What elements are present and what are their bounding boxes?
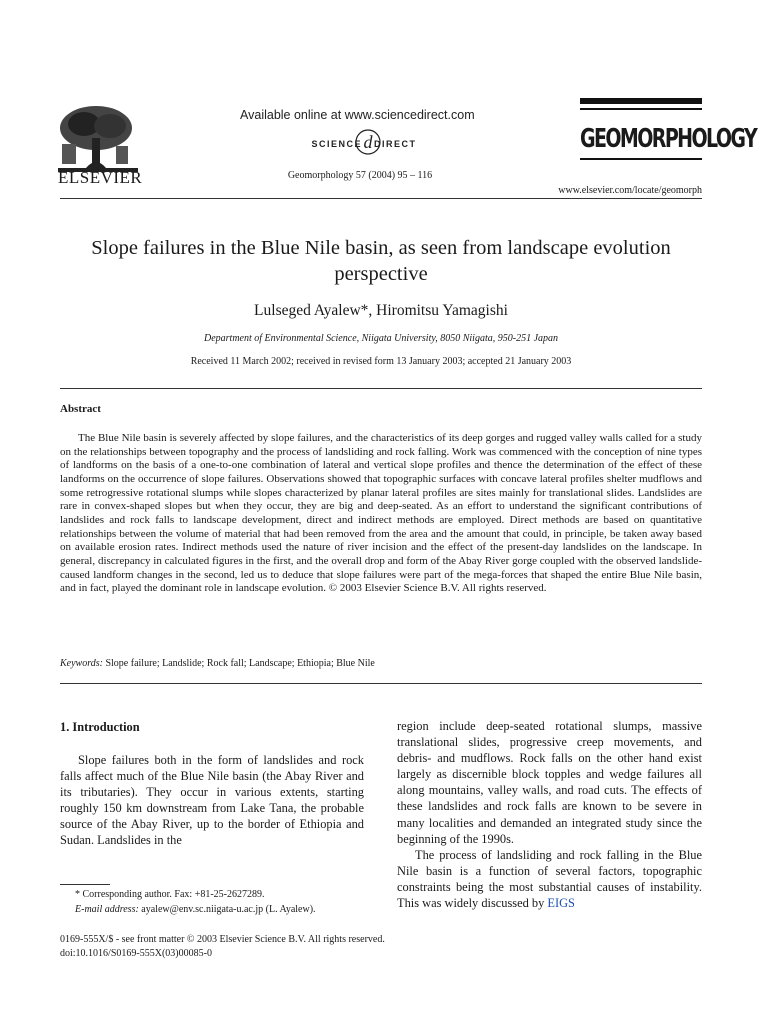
reference-link[interactable]: EIGS <box>547 896 575 911</box>
journal-masthead-bar <box>580 98 702 104</box>
svg-text:d: d <box>363 132 373 152</box>
journal-url-link[interactable]: www.elsevier.com/locate/geomorph <box>558 185 702 196</box>
journal-masthead-bar <box>580 108 702 110</box>
doi-line[interactable]: doi:10.1016/S0169-555X(03)00085-0 <box>60 948 212 959</box>
journal-citation: Geomorphology 57 (2004) 95 – 116 <box>287 170 433 181</box>
email-footnote <box>75 904 316 915</box>
publisher-name: ELSEVIER <box>58 168 143 187</box>
footnote-divider <box>60 884 110 885</box>
available-online-banner: Available online at www.sciencedirect.com <box>240 108 475 122</box>
header-divider <box>60 198 702 199</box>
keywords-label: Keywords: <box>60 658 103 669</box>
sciencedirect-logo-right: DIRECT <box>374 139 417 149</box>
abstract-text: The Blue Nile basin is severely affected by slope failures, and the characteristics of its deep gorges and rugged valley walls called for a study on the relationships between topography and the process of landsliding and rock falling. Work was commenced with the conception of nine types of landforms on the basis of a one-to-one combination of lateral and vertical slope profiles and thence the determination of the effect of these landforms on the occurrence of slope failures. Observations showed that topographic surfaces with concave lateral profiles shelter mudflows and some retrogressive rotational slumps while slopes characterized by planar lateral profiles are sites mainly for translational slides. Landslides are rare in convex-shaped slopes but when they occur, they are big and deep-seated. As an effort to understand the significant contributions of landslides and rock falls to landscape development, direct and indirect methods are employed. Direct methods are based on quantitative relationships between the volume of material that had been removed from the area and the amount that could, in principle, be taken away based on available erosion rates. Indirect methods used the nature of river incision and the effect of the present-day landslides on the landscape. In general, discrepancy in calculated figures in the first, and the overall drop and form of the Abay River gorge coupled with the observed landslide-caused landform changes in the second, led us to deduce that slope failures were part of the mega-forces that shaped the entire Blue Nile basin, and in fact, played the dominant role in landscape evolution. © 2003 Elsevier Science B.V. All rights reserved. <box>60 432 702 595</box>
journal-masthead-bar <box>580 158 702 160</box>
keywords <box>60 658 702 669</box>
received-dates: Received 11 March 2002; received in revised form 13 January 2003; accepted 21 January 2003 <box>190 356 572 367</box>
body-paragraph <box>397 847 702 911</box>
article-authors: Lulseged Ayalew*, Hiromitsu Yamagishi <box>254 302 508 319</box>
body-paragraph: Slope failures both in the form of landslides and rock falls affect much of the Blue Nile basin (the Abay River and its tributaries). They occur in various extents, starting roughly 150 km downstream from Lake Tana, the probable source of the Abay River, up to the border of Ethiopia and Sudan. Landslides in the <box>60 753 364 848</box>
section-heading: 1. Introduction <box>60 720 140 734</box>
keywords-list: Slope failure; Landslide; Rock fall; Landscape; Ethiopia; Blue Nile <box>105 658 375 669</box>
email-address[interactable]: ayalew@env.sc.niigata-u.ac.jp (L. Ayalew). <box>141 904 316 915</box>
body-paragraph-text: The process of landsliding and rock falling in the Blue Nile basin is a function of several factors, topographic constraints being the most substantial causes of instability. This was widely discussed by <box>397 847 702 911</box>
corresponding-author-footnote: * Corresponding author. Fax: +81-25-2627289. <box>75 889 265 900</box>
journal-name: GEOMORPHOLOGY <box>580 124 757 154</box>
abstract-divider <box>60 683 702 684</box>
article-title: Slope failures in the Blue Nile basin, as seen from landscape evolution perspective <box>91 237 671 285</box>
author-affiliation: Department of Environmental Science, Niigata University, 8050 Niigata, 950-251 Japan <box>203 333 559 344</box>
sciencedirect-logo-left: SCIENCE <box>311 139 362 149</box>
copyright-line: 0169-555X/$ - see front matter © 2003 Elsevier Science B.V. All rights reserved. <box>60 934 385 945</box>
right-column <box>397 718 702 911</box>
abstract-divider <box>60 388 702 389</box>
body-paragraph: region include deep-seated rotational slumps, massive translational slides, progressive creep movements, and debris- and mudflows. Rock falls on the other hand exist largely as discernible block topples and wedge failures all along mountains, valley walls, and road cuts. The effects of these landslides and rock falls are known to be severe in many localities and demanded an integrated study since the beginning of the 1990s. <box>397 719 702 846</box>
sciencedirect-logo <box>268 127 468 157</box>
email-label: E-mail address: <box>75 904 139 915</box>
abstract-heading: Abstract <box>60 403 101 415</box>
